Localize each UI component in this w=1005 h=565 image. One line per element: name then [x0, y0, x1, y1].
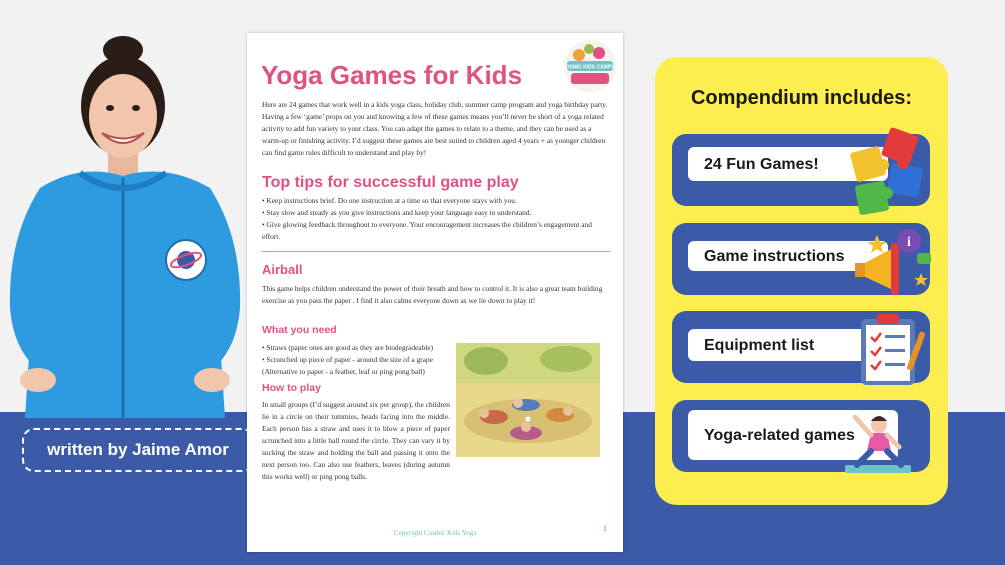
section-divider — [262, 251, 610, 252]
children-playing-illustration — [456, 343, 600, 457]
copyright: Copyright Cosmic Kids Yoga — [393, 529, 477, 537]
author-photo — [0, 28, 250, 418]
tip-item: • Give glowing feedback throughout to everyone. Your encouragement increases the children’s engagement and effort. — [262, 220, 592, 241]
need-heading: What you need — [262, 324, 337, 336]
megaphone-icon — [851, 225, 935, 301]
game-intro: This game helps children understand the power of their breath and how to control it. It is also a great team building exercise as you pass the paper . I find it also calms everyone down as we lie down to play it! — [262, 284, 603, 305]
feature-label: Yoga-related games — [688, 410, 898, 460]
tips-list — [262, 195, 610, 243]
yoga-kid-icon — [841, 407, 917, 477]
svg-text:i: i — [907, 235, 911, 250]
how-heading: How to play — [262, 382, 321, 394]
need-item: • Straws (paper ones are good as they are biodegradeable) — [262, 343, 434, 352]
how-paragraph: In small groups (I’d suggest around six per group), the children lie in a circle on their tummies, heads facing into the middle. Each person has a straw and uses it to blow a piece of paper scrunched into a little ball round the circle. They can vary it by sucking the straw and holding the ball and passing it onto the next person too. Can also use feathers, leaves (during autumn this works well) or ping pong balls. — [262, 400, 450, 481]
cosmic-kids-campus-logo — [559, 37, 621, 95]
document-page — [247, 33, 623, 552]
feature-label: Equipment list — [688, 329, 888, 361]
feature-label: Game instructions — [688, 241, 888, 271]
clipboard-icon — [855, 311, 931, 389]
tip-item: • Stay slow and steady as you give instructions and keep your language easy to understand. — [262, 208, 532, 217]
puzzle-icon — [847, 125, 929, 219]
feature-label: 24 Fun Games! — [688, 147, 888, 181]
author-credit: written by Jaime Amor — [22, 428, 254, 472]
need-item: • Scrunched up piece of paper - around the size of a grape (Alternative to paper - a feather, leaf or ping pong ball) — [262, 355, 433, 376]
compendium-panel — [655, 57, 948, 505]
page-number: 1 — [603, 524, 607, 533]
tips-heading: Top tips for successful game play — [262, 174, 519, 191]
game-heading: Airball — [262, 262, 303, 277]
compendium-title: Compendium includes: — [690, 87, 913, 109]
need-list — [262, 342, 452, 378]
intro-paragraph: Here are 24 games that work well in a kids yoga class, holiday club, summer camp program and yoga birthday party. Having a few ‘game’ props on you and knowing a few of these games means you’ll never be short of a yoga related activity to add fun variety to your class. You can adapt the games to relate to a theme, and they can be used as a warm-up or finishing activity. I’d suggest these games are best suited to children aged 4 years + as younger children can find game rules difficult to understand and play by! — [262, 100, 608, 157]
page-title: Yoga Games for Kids — [261, 60, 523, 90]
logo-text: COSMIC KIDS CAMPUS — [561, 64, 619, 71]
tip-item: • Keep instructions brief. Do one instruction at a time so that everyone stays with you. — [262, 196, 517, 205]
